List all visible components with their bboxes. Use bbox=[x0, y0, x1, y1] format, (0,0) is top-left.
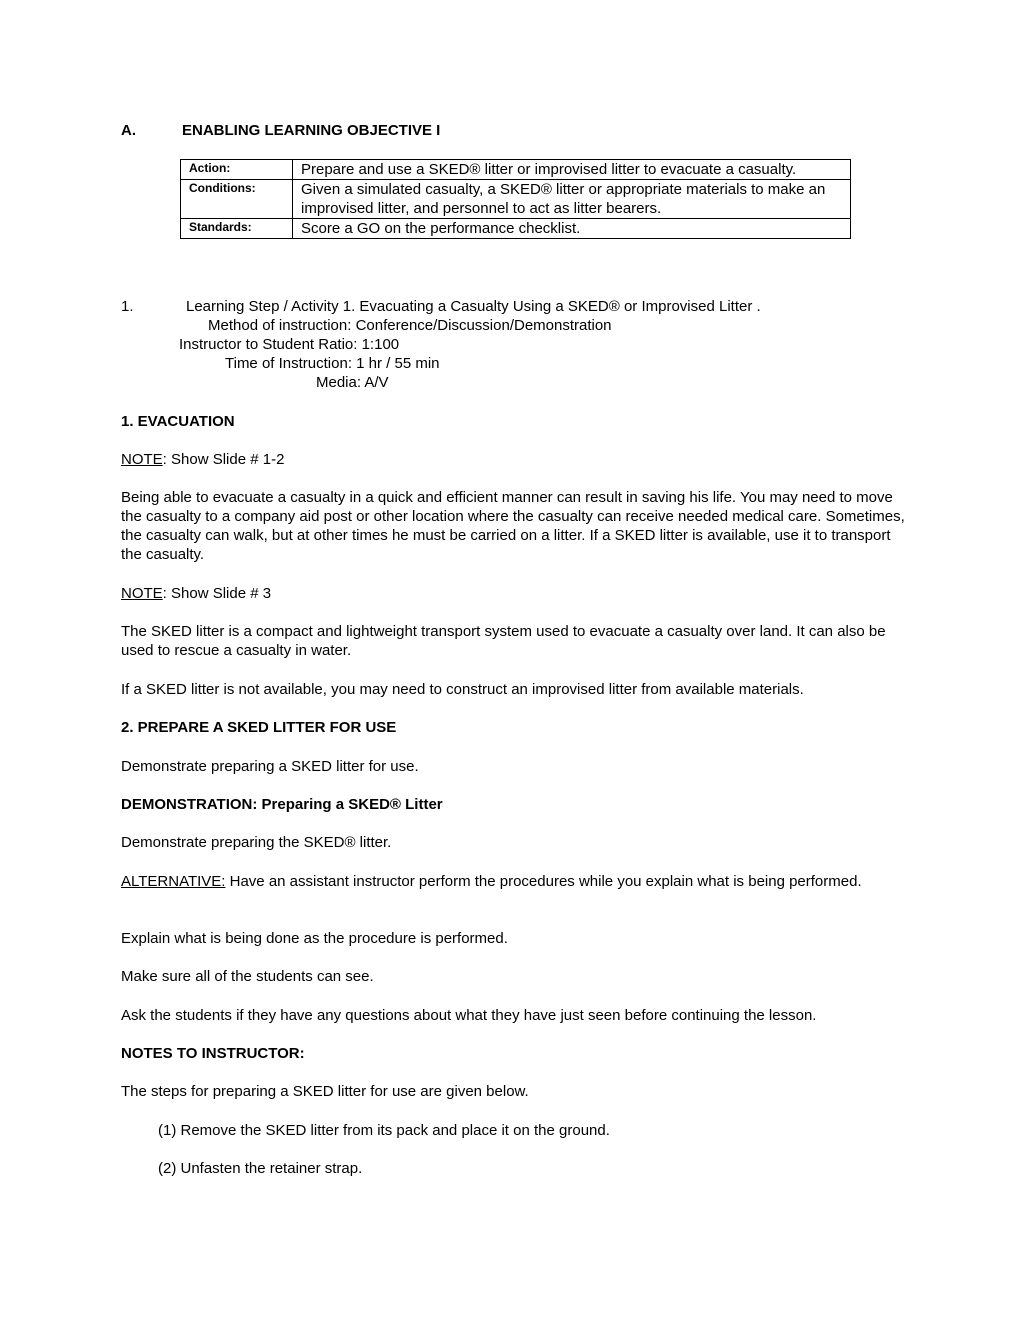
conditions-label: Conditions: bbox=[181, 180, 293, 219]
note-slide-1-2 bbox=[121, 450, 284, 469]
section1-heading: 1. EVACUATION bbox=[121, 413, 235, 430]
conditions-line1: Given a simulated casualty, a SKED® litter or appropriate materials to make an bbox=[301, 181, 826, 198]
section2-heading: 2. PREPARE A SKED LITTER FOR USE bbox=[121, 719, 397, 736]
alternative-label: ALTERNATIVE: bbox=[121, 873, 226, 890]
alternative-paragraph bbox=[121, 872, 911, 891]
notes-to-instructor-heading: NOTES TO INSTRUCTOR: bbox=[121, 1045, 305, 1062]
time-of-instruction: Time of Instruction: 1 hr / 55 min bbox=[225, 355, 440, 372]
ask-questions-text: Ask the students if they have any questions about what they have just seen before continuing the lesson. bbox=[121, 1007, 817, 1024]
standards-label: Standards: bbox=[181, 219, 293, 239]
sked-description-paragraph: The SKED litter is a compact and lightweight transport system used to evacuate a casualty over land. It can also be used to rescue a casualty in water. bbox=[121, 623, 886, 659]
demonstration-text: Demonstrate preparing the SKED® litter. bbox=[121, 834, 392, 851]
method-of-instruction: Method of instruction: Conference/Discussion/Demonstration bbox=[208, 317, 612, 334]
objective-letter: A. bbox=[121, 122, 136, 139]
note-slide-3 bbox=[121, 584, 271, 603]
elo-row-standards bbox=[181, 219, 851, 239]
demonstrate-intro: Demonstrate preparing a SKED litter for use. bbox=[121, 758, 419, 775]
note-text: : Show Slide # 3 bbox=[162, 585, 272, 602]
conditions-cell bbox=[293, 180, 851, 219]
standards-text: Score a GO on the performance checklist. bbox=[293, 219, 851, 239]
objective-title: ENABLING LEARNING OBJECTIVE I bbox=[182, 122, 441, 139]
step-1: (1) Remove the SKED litter from its pack and place it on the ground. bbox=[158, 1122, 610, 1139]
learning-step-title: Learning Step / Activity 1. Evacuating a Casualty Using a SKED® or Improvised Litter . bbox=[186, 298, 761, 315]
media: Media: A/V bbox=[316, 374, 389, 391]
steps-intro: The steps for preparing a SKED litter for use are given below. bbox=[121, 1083, 529, 1100]
elo-row-action bbox=[181, 160, 851, 180]
alternative-text: Have an assistant instructor perform the procedures while you explain what is being performed. bbox=[225, 873, 862, 890]
evacuation-paragraph: Being able to evacuate a casualty in a quick and efficient manner can result in saving his life. You may need to move the casualty to a company aid post or other location where the casualty can receive needed medical care. Sometimes, the casualty can walk, but at other times he must be carried on a litter. If a SKED litter is available, use it to transport the casualty. bbox=[121, 489, 905, 563]
step-2: (2) Unfasten the retainer strap. bbox=[158, 1160, 363, 1177]
note-label: NOTE bbox=[121, 585, 163, 602]
explain-text: Explain what is being done as the procedure is performed. bbox=[121, 930, 508, 947]
conditions-line2: improvised litter, and personnel to act as litter bearers. bbox=[301, 200, 662, 217]
elo-row-conditions bbox=[181, 180, 851, 219]
note-label: NOTE bbox=[121, 451, 163, 468]
learning-step-number: 1. bbox=[121, 298, 134, 315]
instructor-ratio: Instructor to Student Ratio: 1:100 bbox=[179, 336, 400, 353]
action-label: Action: bbox=[181, 160, 293, 180]
improvised-litter-paragraph: If a SKED litter is not available, you may need to construct an improvised litter from available materials. bbox=[121, 681, 804, 698]
elo-table bbox=[180, 159, 851, 239]
students-see-text: Make sure all of the students can see. bbox=[121, 968, 374, 985]
demonstration-heading: DEMONSTRATION: Preparing a SKED® Litter bbox=[121, 796, 443, 813]
note-text: : Show Slide # 1-2 bbox=[162, 451, 285, 468]
action-text: Prepare and use a SKED® litter or improvised litter to evacuate a casualty. bbox=[293, 160, 851, 180]
